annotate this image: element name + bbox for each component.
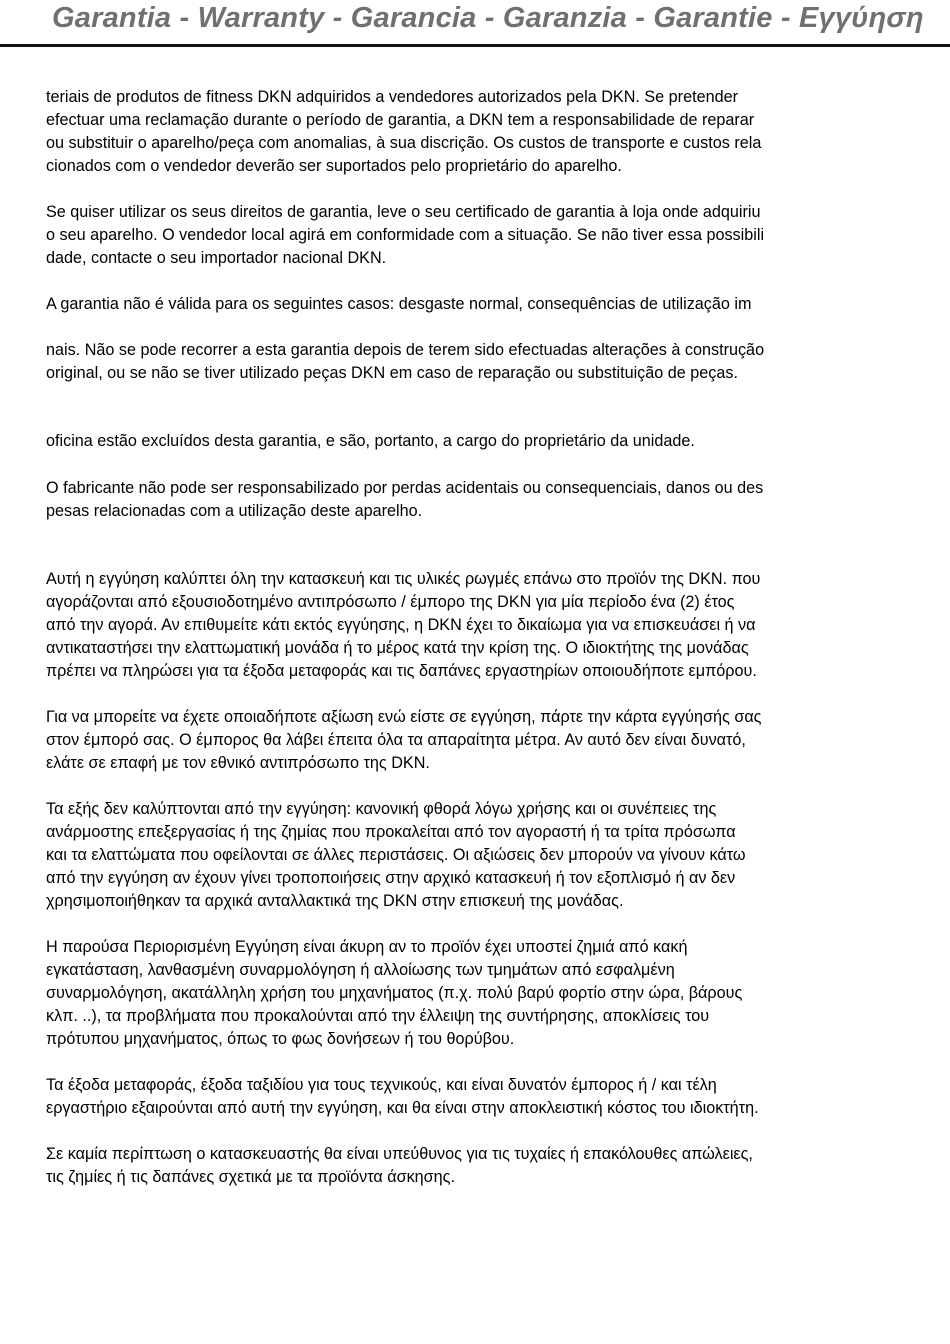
pt-paragraph-workshop: oficina estão excluídos desta garantia, e são, portanto, a cargo do proprietário da unidade. [46,432,695,450]
page-header [0,0,950,47]
pt-paragraph-modifications: nais. Não se pode recorrer a esta garantia depois de terem sido efectuadas alterações à construção original, ou se não se tiver utilizado peças DKN em caso de reparação ou substituição de peças. [46,341,765,382]
el-paragraph-claim: Για να μπορείτε να έχετε οποιαδήποτε αξίωση ενώ είστε σε εγγύηση, πάρτε την κάρτα εγγύησής σας στον έμπορό σας. Ο έμπορος θα λάβει έπειτα όλα τα απαραίτητα μέτρα. Αν αυτό δεν είναι δυνατό, ελάτε σε επαφή με τον εθνικό αντιπρόσωπο της DKN. [46,708,762,772]
pt-paragraph-coverage: teriais de produtos de fitness DKN adquiridos a vendedores autorizados pela DKN. Se pretender efectuar uma reclamação durante o período de garantia, a DKN tem a responsabilidade de reparar ou substituir o aparelho/peça com anomalias, à sua discrição. Os custos de transporte e custos rela cionados com o vendedor deverão ser suportados pelo proprietário do aparelho. [46,88,762,175]
el-paragraph-liability: Σε καμία περίπτωση ο κατασκευαστής θα είναι υπεύθυνος για τις τυχαίες ή επακόλουθες απώλειες, τις ζημίες ή τις δαπάνες σχετικά με τα προϊόντα άσκησης. [46,1145,753,1186]
page-title: Garantia - Warranty - Garancia - Garanzia - Garantie - Εγγύηση [52,2,924,34]
pt-paragraph-claim: Se quiser utilizar os seus direitos de garantia, leve o seu certificado de garantia à loja onde adquiriu o seu aparelho. O vendedor local agirá em conformidade com a situação. Se não tiver essa possibili dade, contacte o seu importador nacional DKN. [46,203,765,267]
pt-paragraph-exclusions: A garantia não é válida para os seguintes casos: desgaste normal, consequências de utilização im [46,295,752,313]
el-paragraph-costs: Τα έξοδα μεταφοράς, έξοδα ταξιδίου για τους τεχνικούς, και είναι δυνατόν έμπορος ή / και τέλη εργαστήριο εξαιρούνται από αυτή την εγγύηση, και θα είναι στην αποκλειστική κόστος του ιδιοκτήτη. [46,1076,759,1117]
pt-paragraph-liability: O fabricante não pode ser responsabilizado por perdas acidentais ou consequenciais, danos ou des pesas relacionadas com a utilização deste aparelho. [46,479,764,520]
el-paragraph-void: Η παρούσα Περιορισμένη Εγγύηση είναι άκυρη αν το προϊόν έχει υποστεί ζημιά από κακή εγκατάσταση, λανθασμένη συναρμολόγηση ή αλλοίωσης των τμημάτων από εσφαλμένη συναρμολόγηση, ακατάλληλη χρήση του μηχανήματος (π.χ. πολύ βαρύ φορτίο στην ώρα, βάρους κλπ. ..), τα προβλήματα που προκαλούνται από την έλλειψη της συντήρησης, αποκλίσεις του πρότυπου μηχανήματος, όπως το φως δονήσεων ή του θορύβου. [46,938,743,1048]
el-paragraph-coverage: Αυτή η εγγύηση καλύπτει όλη την κατασκευή και τις υλικές ρωγμές επάνω στο προϊόν της DKN. που αγοράζονται από εξουσιοδοτημένο αντιπρόσωπο / έμπορο της DKN για μία περίοδο ένα (2) έτος από την αγορά. Αν επιθυμείτε κάτι εκτός εγγύησης, η DKN έχει το δικαίωμα για να επισκευάσει ή να αντικαταστήσει την ελαττωματική μονάδα ή το μέρος κατά την κρίση της. Ο ιδιοκτήτης της μονάδας πρέπει να πληρώσει για τα έξοδα μεταφοράς και τις δαπάνες εργαστηρίων οποιουδήποτε εμπόρου. [46,570,761,680]
el-paragraph-exclusions: Τα εξής δεν καλύπτονται από την εγγύηση: κανονική φθορά λόγω χρήσης και οι συνέπειες της ανάρμοστης επεξεργασίας ή της ζημίας που προκαλείται από τον αγοραστή ή τα τρίτα πρόσωπα και τα ελαττώματα που οφείλονται σε άλλες περιστάσεις. Οι αξιώσεις δεν μπορούν να γίνουν κάτω από την εγγύηση αν έχουν γίνει τροποποιήσεις στην αρχικό κατασκευή ή τον εξοπλισμό ή αν δεν χρησιμοποιήθηκαν τα αρχικά ανταλλακτικά της DKN στην επισκευή της μονάδας. [46,800,746,910]
